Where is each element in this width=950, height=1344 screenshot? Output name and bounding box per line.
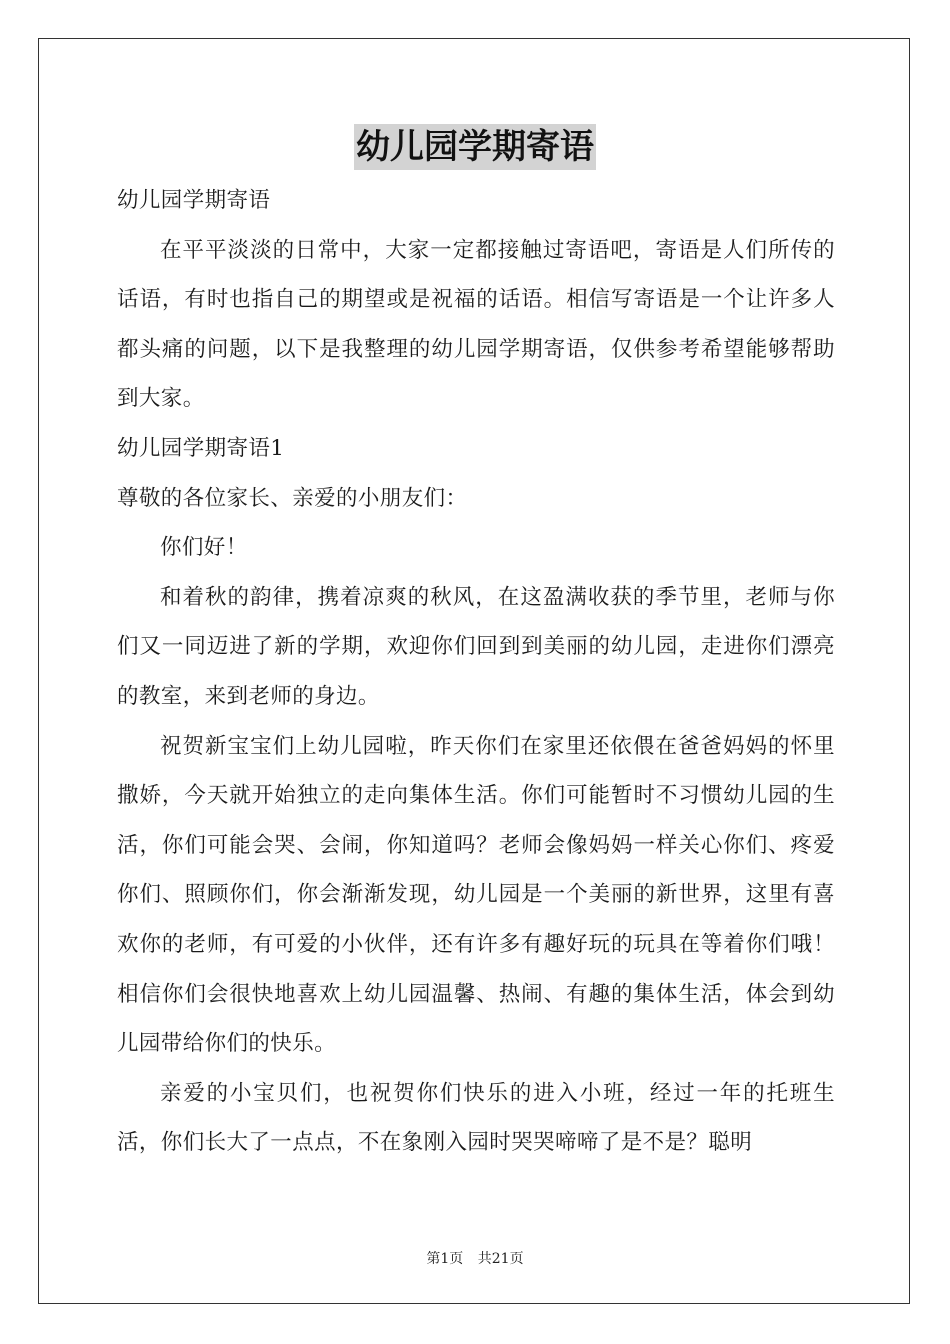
- paragraph: 和着秋的韵律，携着凉爽的秋风，在这盈满收获的季节里，老师与你们又一同迈进了新的学期，欢迎你们回到到美丽的幼儿园，走进你们漂亮的教室，来到老师的身边。: [117, 584, 835, 709]
- document-body: [117, 176, 835, 1168]
- paragraph: 在平平淡淡的日常中，大家一定都接触过寄语吧，寄语是人们所传的话语，有时也指自己的期望或是祝福的话语。相信写寄语是一个让许多人都头痛的问题，以下是我整理的幼儿园学期寄语，仅供参考希望能够帮助到大家。: [117, 237, 835, 412]
- paragraph: 亲爱的小宝贝们，也祝贺你们快乐的进入小班，经过一年的托班生活，你们长大了一点点，不在象刚入园时哭哭啼啼了是不是？聪明: [117, 1080, 835, 1156]
- paragraph: 幼儿园学期寄语: [117, 188, 271, 213]
- section-heading: 幼儿园学期寄语1: [117, 435, 285, 461]
- document-title: 幼儿园学期寄语: [354, 124, 596, 170]
- page-number: 第1页: [426, 1251, 464, 1267]
- paragraph: 祝贺新宝宝们上幼儿园啦，昨天你们在家里还依偎在爸爸妈妈的怀里撒娇，今天就开始独立的走向集体生活。你们可能暂时不习惯幼儿园的生活，你们可能会哭、会闹，你知道吗？老师会像妈妈一样关心你们、疼爱你们、照顾你们，你会渐渐发现，幼儿园是一个美丽的新世界，这里有喜欢你的老师，有可爱的小伙伴，还有许多有趣好玩的玩具在等着你们哦！相信你们会很快地喜欢上幼儿园温馨、热闹、有趣的集体生活，体会到幼儿园带给你们的快乐。: [117, 733, 835, 1057]
- title-container: [0, 124, 950, 170]
- page-footer: [0, 1248, 950, 1268]
- salutation: 尊敬的各位家长、亲爱的小朋友们：: [117, 485, 468, 511]
- greeting: 你们好！: [160, 535, 248, 561]
- page-total: 共21页: [477, 1251, 524, 1267]
